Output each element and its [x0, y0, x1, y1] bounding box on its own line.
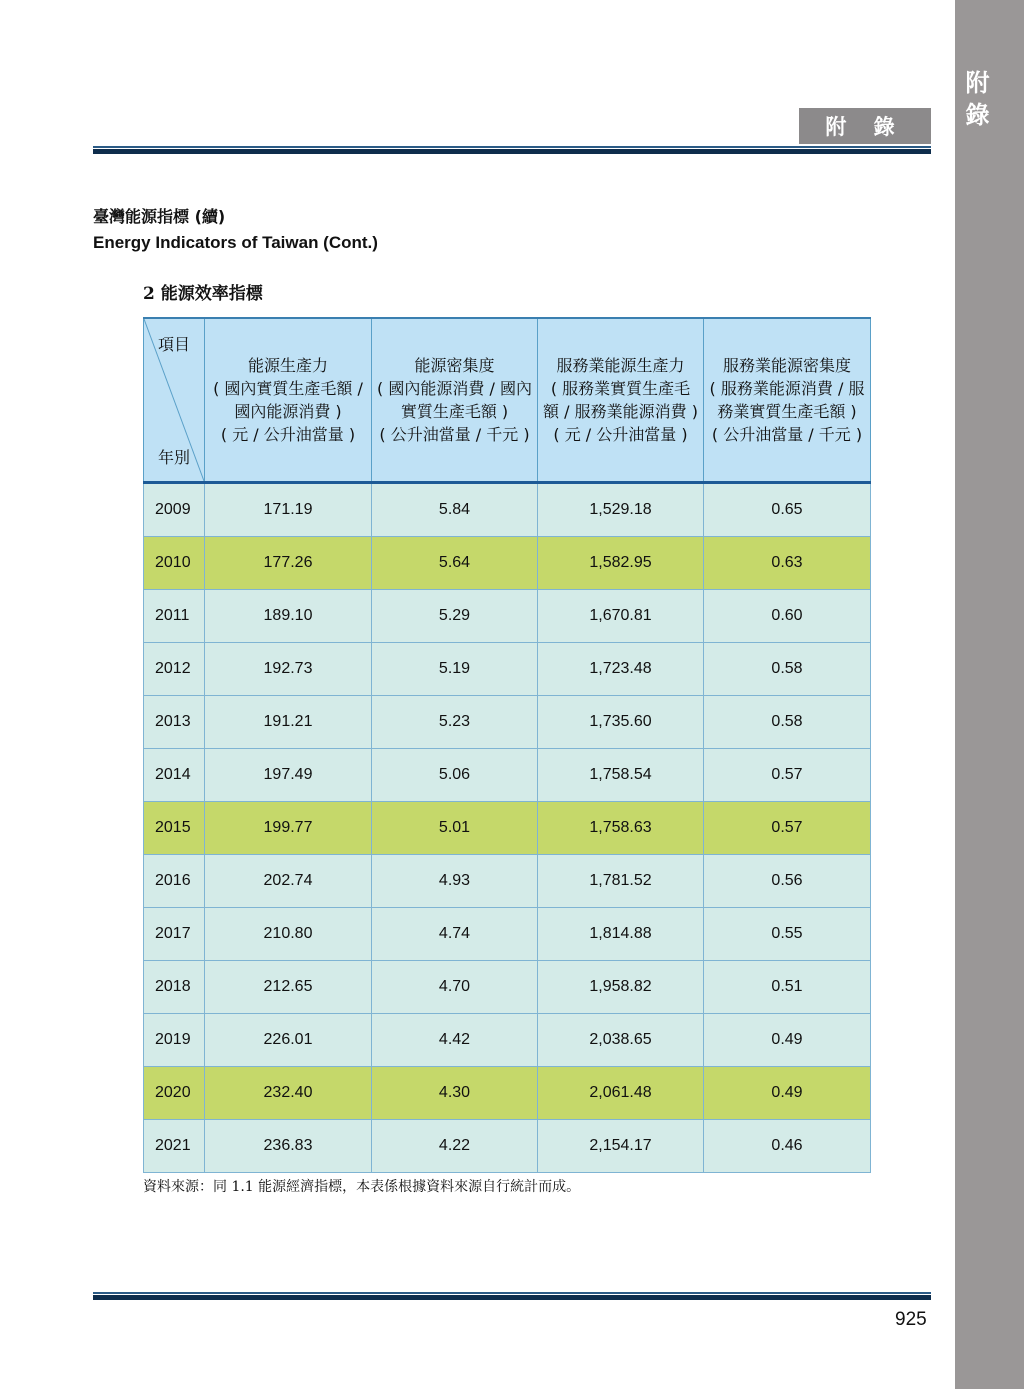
table-cell: 197.49 — [205, 749, 372, 802]
table-cell-year: 2014 — [144, 749, 205, 802]
table-cell: 2,038.65 — [538, 1014, 704, 1067]
table-cell: 4.70 — [372, 961, 538, 1014]
table-cell: 5.84 — [372, 483, 538, 537]
header-line: 服務業能源生產力 — [556, 356, 685, 375]
table-cell: 4.30 — [372, 1067, 538, 1120]
table-row — [144, 802, 871, 855]
table-cell: 0.46 — [704, 1120, 871, 1173]
table-cell: 1,670.81 — [538, 590, 704, 643]
side-strip — [955, 0, 1024, 1389]
table-cell: 2,154.17 — [538, 1120, 704, 1173]
header-chapter-tab: 附 錄 — [799, 108, 931, 144]
table-cell: 5.06 — [372, 749, 538, 802]
header-line: ( 元 / 公升油當量 ) — [553, 425, 688, 444]
table-cell: 202.74 — [205, 855, 372, 908]
column-header-service-energy-intensity — [704, 318, 871, 483]
table-cell: 232.40 — [205, 1067, 372, 1120]
table-row — [144, 1014, 871, 1067]
table-cell: 1,781.52 — [538, 855, 704, 908]
table-cell: 4.22 — [372, 1120, 538, 1173]
source-note: 資料來源：同 1.1 能源經濟指標，本表係根據資料來源自行統計而成。 — [143, 1179, 581, 1195]
table-cell: 1,958.82 — [538, 961, 704, 1014]
table-cell: 0.63 — [704, 537, 871, 590]
table-body — [144, 483, 871, 1173]
table-cell: 191.21 — [205, 696, 372, 749]
footer-rule-bottom — [93, 1295, 931, 1300]
table-cell-year: 2018 — [144, 961, 205, 1014]
table-cell: 1,529.18 — [538, 483, 704, 537]
table-cell: 177.26 — [205, 537, 372, 590]
header-line: 國內能源消費 ) — [234, 402, 342, 421]
table-cell-year: 2016 — [144, 855, 205, 908]
side-chapter-label: 附錄 — [961, 70, 989, 134]
table-cell: 1,814.88 — [538, 908, 704, 961]
header-line: 實質生產毛額 ) — [400, 402, 509, 421]
table-header-row — [144, 318, 871, 483]
table-cell-year: 2021 — [144, 1120, 205, 1173]
header-line: 務業實質生產毛額 ) — [717, 402, 857, 421]
energy-efficiency-table — [143, 317, 871, 1173]
table-cell-year: 2013 — [144, 696, 205, 749]
header-line: 服務業能源密集度 — [722, 356, 851, 375]
table-cell: 171.19 — [205, 483, 372, 537]
table-cell: 4.93 — [372, 855, 538, 908]
column-header-energy-intensity — [372, 318, 538, 483]
table-cell: 0.57 — [704, 749, 871, 802]
page-number: 925 — [895, 1309, 927, 1330]
table-row — [144, 749, 871, 802]
page-title-zh: 臺灣能源指標 (續) — [93, 207, 226, 226]
table-row — [144, 643, 871, 696]
header-line: ( 國內實質生產毛額 / — [213, 379, 363, 398]
footer-rule-top — [93, 1292, 931, 1294]
table-row — [144, 696, 871, 749]
table-cell: 1,735.60 — [538, 696, 704, 749]
table-cell: 4.42 — [372, 1014, 538, 1067]
corner-label-year: 年別 — [158, 448, 191, 467]
corner-label-item: 項目 — [158, 335, 191, 354]
table-cell: 1,758.63 — [538, 802, 704, 855]
header-line: ( 服務業能源消費 / 服 — [709, 379, 865, 398]
table-row — [144, 855, 871, 908]
table-cell-year: 2020 — [144, 1067, 205, 1120]
table-cell: 236.83 — [205, 1120, 372, 1173]
table-cell: 210.80 — [205, 908, 372, 961]
table-cell: 0.57 — [704, 802, 871, 855]
table-row — [144, 1067, 871, 1120]
table-cell: 5.19 — [372, 643, 538, 696]
table-cell: 192.73 — [205, 643, 372, 696]
page-title-en: Energy Indicators of Taiwan (Cont.) — [93, 233, 378, 252]
table-cell-year: 2015 — [144, 802, 205, 855]
table-cell: 0.51 — [704, 961, 871, 1014]
table-cell: 189.10 — [205, 590, 372, 643]
table-row — [144, 1120, 871, 1173]
table-cell: 1,723.48 — [538, 643, 704, 696]
table-row — [144, 537, 871, 590]
table-cell: 5.01 — [372, 802, 538, 855]
table-cell: 0.56 — [704, 855, 871, 908]
column-header-energy-productivity — [205, 318, 372, 483]
table-cell: 212.65 — [205, 961, 372, 1014]
table-cell: 0.65 — [704, 483, 871, 537]
table-row — [144, 590, 871, 643]
table-cell: 199.77 — [205, 802, 372, 855]
header-line: 額 / 服務業能源消費 ) — [543, 402, 698, 421]
table-cell: 226.01 — [205, 1014, 372, 1067]
header-rule-bottom — [93, 149, 931, 154]
header-line: 能源密集度 — [414, 356, 495, 375]
table-cell: 5.29 — [372, 590, 538, 643]
table-cell-year: 2012 — [144, 643, 205, 696]
header-rule-top — [93, 146, 931, 148]
table-row — [144, 483, 871, 537]
table-cell: 0.58 — [704, 643, 871, 696]
header-line: 能源生產力 — [247, 356, 328, 375]
table-cell-year: 2010 — [144, 537, 205, 590]
column-header-service-energy-productivity — [538, 318, 704, 483]
header-line: ( 公升油當量 / 千元 ) — [711, 425, 863, 444]
table-cell-year: 2011 — [144, 590, 205, 643]
table-cell: 2,061.48 — [538, 1067, 704, 1120]
table-cell-year: 2009 — [144, 483, 205, 537]
table-cell-year: 2019 — [144, 1014, 205, 1067]
table-cell: 1,758.54 — [538, 749, 704, 802]
table-row — [144, 961, 871, 1014]
table-cell: 0.49 — [704, 1067, 871, 1120]
corner-header-cell — [144, 318, 205, 483]
header-line: ( 服務業實質生產毛 — [550, 379, 691, 398]
table-cell: 4.74 — [372, 908, 538, 961]
table-cell: 0.55 — [704, 908, 871, 961]
table-cell: 0.58 — [704, 696, 871, 749]
table-cell-year: 2017 — [144, 908, 205, 961]
table-cell: 0.60 — [704, 590, 871, 643]
header-line: ( 公升油當量 / 千元 ) — [379, 425, 530, 444]
table-cell: 5.23 — [372, 696, 538, 749]
table-row — [144, 908, 871, 961]
header-line: ( 元 / 公升油當量 ) — [220, 425, 356, 444]
header-line: ( 國內能源消費 / 國內 — [377, 379, 532, 398]
table-cell: 0.49 — [704, 1014, 871, 1067]
table-cell: 5.64 — [372, 537, 538, 590]
section-subtitle: 2 能源效率指標 — [143, 284, 263, 304]
table-cell: 1,582.95 — [538, 537, 704, 590]
